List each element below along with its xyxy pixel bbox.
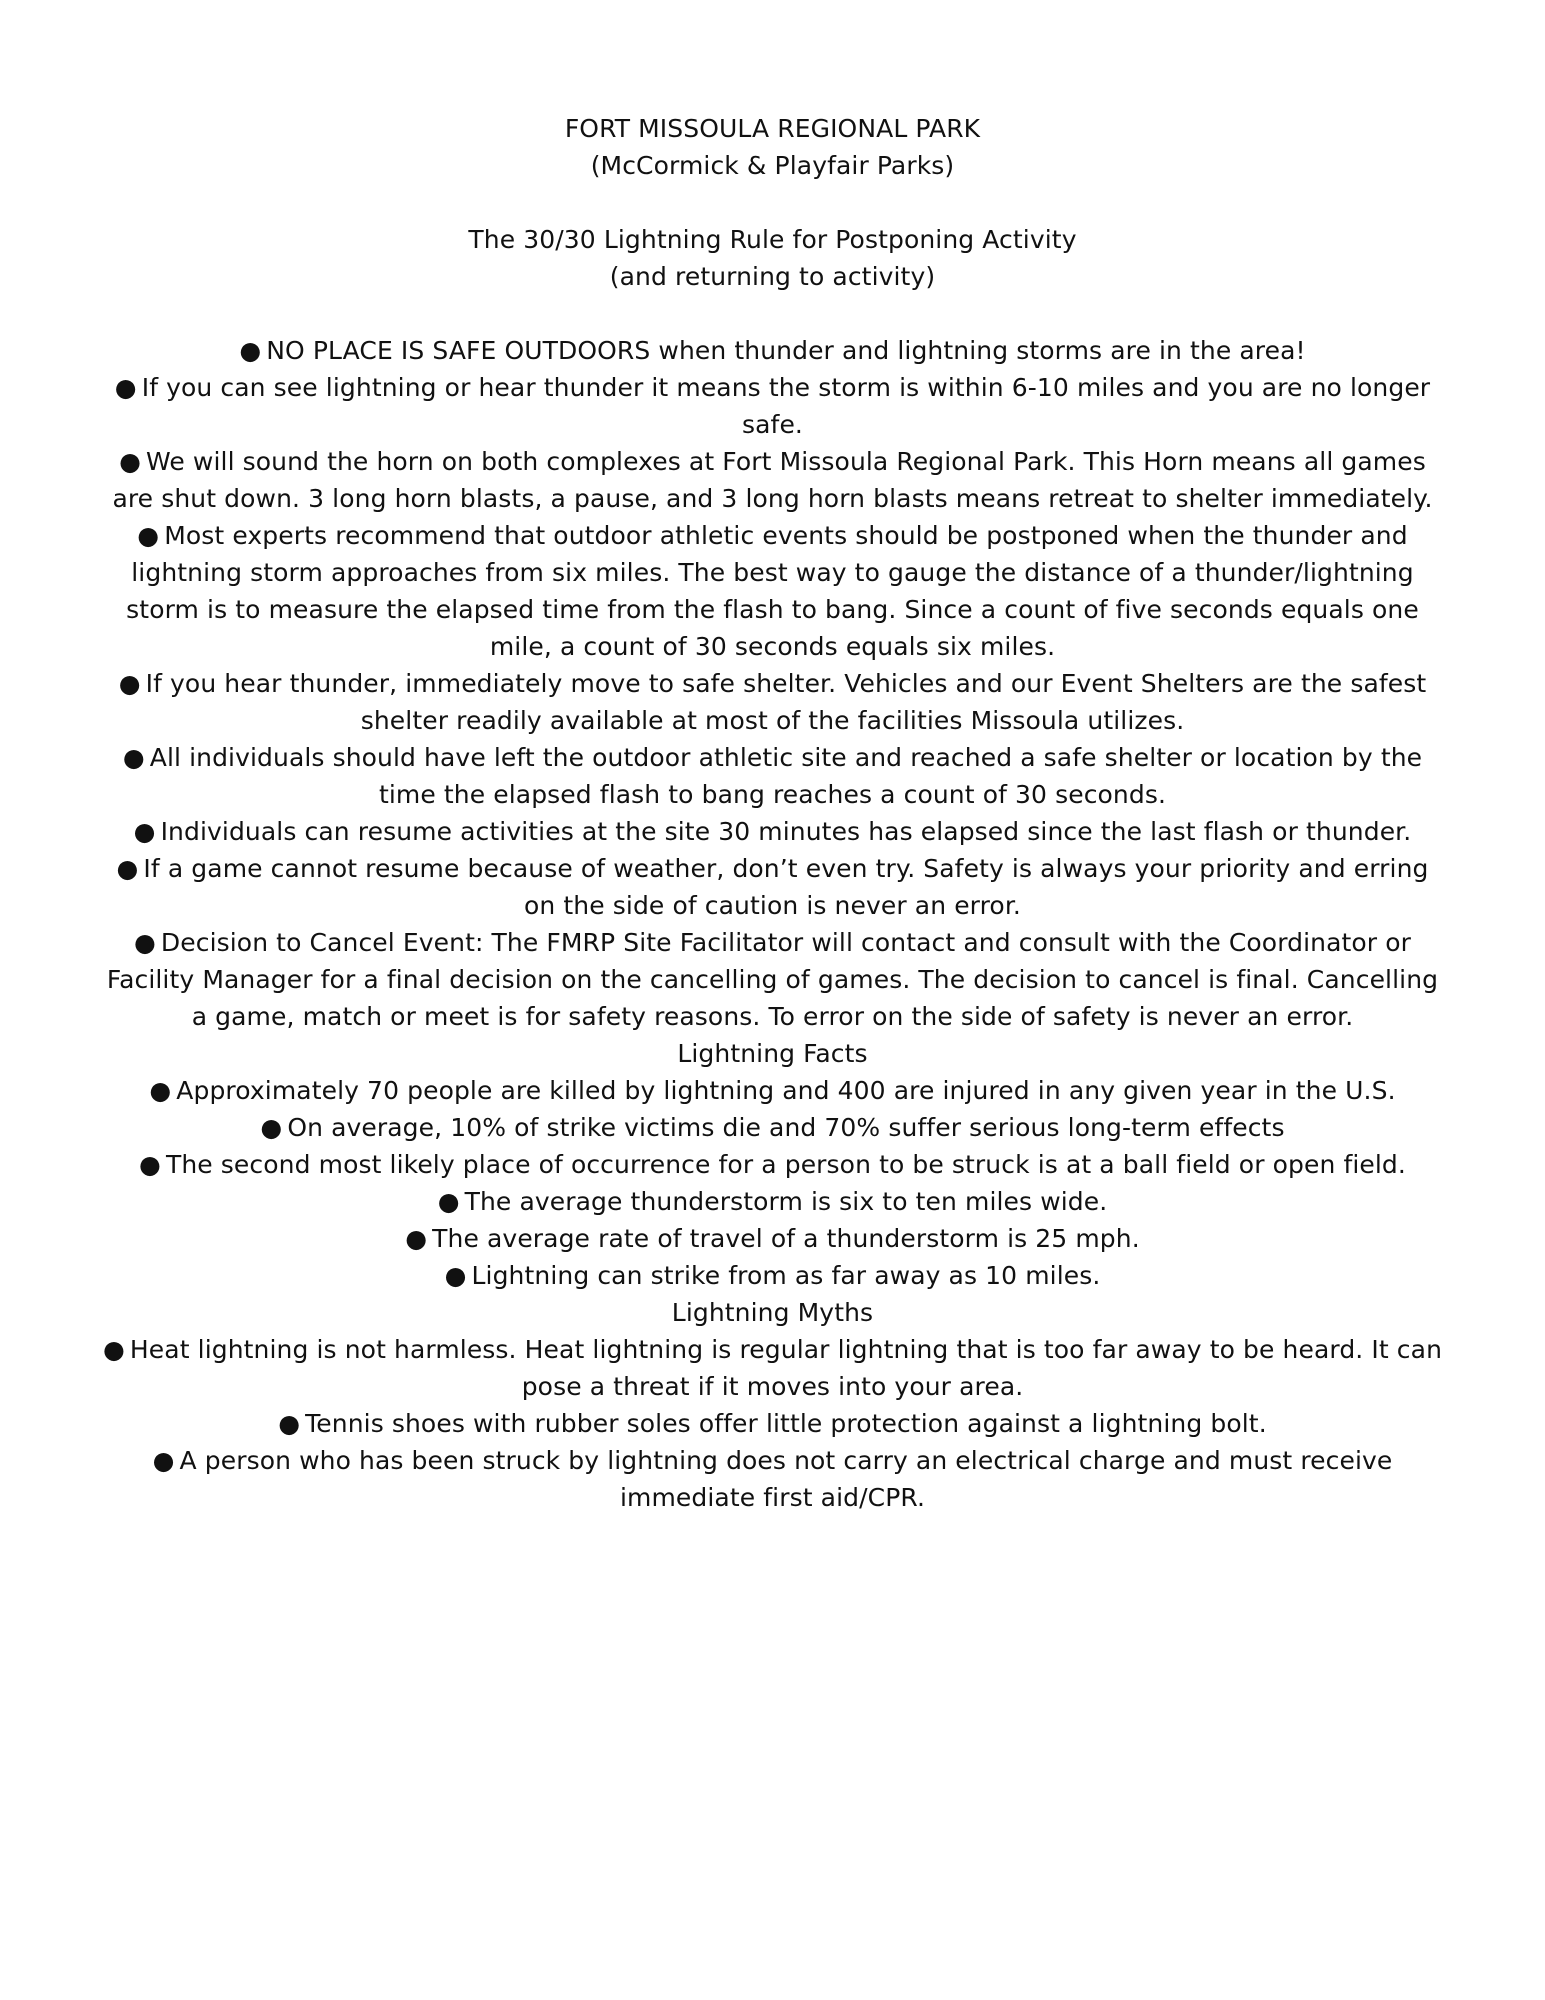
rule-bullet-text: Individuals can resume activities at the site 30 minutes has elapsed since the last flash or thunder. — [160, 817, 1412, 846]
spacer — [100, 184, 1445, 221]
rule-title: The 30/30 Lightning Rule for Postponing Activity — [468, 225, 1077, 254]
fact-text: On average, 10% of strike victims die and 70% suffer serious long-term effects — [287, 1113, 1285, 1142]
bullet-dot-icon: ● — [139, 1150, 161, 1179]
bullet-dot-icon: ● — [149, 1076, 172, 1105]
document-title: FORT MISSOULA REGIONAL PARK — [564, 114, 981, 143]
myth-text: A person who has been struck by lightning does not carry an electrical charge and must receive immediate first aid/CPR. — [179, 1446, 1393, 1512]
lightning-facts-list — [100, 1072, 1445, 1294]
rule-bullet-list — [100, 332, 1445, 1035]
bullet-dot-icon: ● — [102, 1335, 125, 1364]
bullet-dot-icon: ● — [239, 336, 262, 365]
fact-text: The second most likely place of occurrence for a person to be struck is at a ball field or open field. — [165, 1150, 1406, 1179]
rule-bullet-text: If you hear thunder, immediately move to safe shelter. Vehicles and our Event Shelters are the safest shelter readily available at most of the facilities Missoula utilizes. — [145, 669, 1427, 735]
fact-item — [100, 1146, 1445, 1183]
bullet-dot-icon: ● — [152, 1446, 175, 1475]
rule-bullet-item — [100, 369, 1445, 443]
rule-bullet-text: If you can see lightning or hear thunder it means the storm is within 6-10 miles and you are no longer safe. — [141, 373, 1431, 439]
bullet-dot-icon: ● — [444, 1261, 467, 1290]
rule-bullet-text: NO PLACE IS SAFE OUTDOORS when thunder and lightning storms are in the area! — [266, 336, 1306, 365]
rule-bullet-item — [100, 739, 1445, 813]
bullet-dot-icon: ● — [116, 854, 139, 883]
bullet-dot-icon: ● — [133, 817, 156, 846]
myth-item — [100, 1405, 1445, 1442]
myth-item — [100, 1442, 1445, 1516]
rule-bullet-item — [100, 443, 1445, 517]
bullet-dot-icon: ● — [118, 669, 141, 698]
document-subtitle: (McCormick & Playfair Parks) — [590, 151, 955, 180]
rule-bullet-text: We will sound the horn on both complexes at Fort Missoula Regional Park. This Horn means all games are shut down. 3 long horn blasts, a pause, and 3 long horn blasts means retreat to shelter immediately. — [112, 447, 1433, 513]
bullet-dot-icon: ● — [122, 743, 145, 772]
fact-item — [100, 1072, 1445, 1109]
lightning-myths-list — [100, 1331, 1445, 1516]
fact-text: The average rate of travel of a thunderstorm is 25 mph. — [432, 1224, 1140, 1253]
myth-item — [100, 1331, 1445, 1405]
spacer — [100, 295, 1445, 332]
bullet-dot-icon: ● — [437, 1187, 460, 1216]
bullet-dot-icon: ● — [133, 928, 156, 957]
rule-bullet-item — [100, 924, 1445, 1035]
fact-text: Lightning can strike from as far away as 10 miles. — [471, 1261, 1101, 1290]
fact-item — [100, 1257, 1445, 1294]
rule-bullet-item — [100, 517, 1445, 665]
rule-bullet-item — [100, 813, 1445, 850]
rule-bullet-text: All individuals should have left the outdoor athletic site and reached a safe shelter or location by the time the elapsed flash to bang reaches a count of 30 seconds. — [149, 743, 1423, 809]
rule-bullet-item — [100, 332, 1445, 369]
bullet-dot-icon: ● — [114, 373, 137, 402]
rule-bullet-text: If a game cannot resume because of weather, don’t even try. Safety is always your priority and erring on the side of caution is never an error. — [143, 854, 1429, 920]
fact-text: The average thunderstorm is six to ten miles wide. — [464, 1187, 1108, 1216]
bullet-dot-icon: ● — [119, 447, 142, 476]
bullet-dot-icon: ● — [278, 1409, 301, 1438]
lightning-myths-heading: Lightning Myths — [671, 1298, 874, 1327]
myth-text: Tennis shoes with rubber soles offer little protection against a lightning bolt. — [305, 1409, 1267, 1438]
bullet-dot-icon: ● — [405, 1224, 428, 1253]
lightning-facts-heading: Lightning Facts — [677, 1039, 868, 1068]
fact-item — [100, 1220, 1445, 1257]
rule-bullet-item — [100, 850, 1445, 924]
rule-subtitle: (and returning to activity) — [609, 262, 936, 291]
rule-bullet-item — [100, 665, 1445, 739]
bullet-dot-icon: ● — [260, 1113, 283, 1142]
fact-text: Approximately 70 people are killed by lightning and 400 are injured in any given year in the U.S. — [176, 1076, 1396, 1105]
document-body — [100, 110, 1445, 1516]
rule-bullet-text: Most experts recommend that outdoor athletic events should be postponed when the thunder and lightning storm approaches from six miles. The best way to gauge the distance of a thunder/lightning storm is to measure the elapsed time from the flash to bang. Since a count of five seconds equals one mile, a count of 30 seconds equals six miles. — [126, 521, 1419, 661]
fact-item — [100, 1183, 1445, 1220]
fact-item — [100, 1109, 1445, 1146]
myth-text: Heat lightning is not harmless. Heat lightning is regular lightning that is too far away to be heard. It can pose a threat if it moves into your area. — [129, 1335, 1443, 1401]
rule-bullet-text: Decision to Cancel Event: The FMRP Site Facilitator will contact and consult with the Coordinator or Facility Manager for a final decision on the cancelling of games. The decision to cancel is final. Cancelling a game, match or meet is for safety reasons. To error on the side of safety is never an error. — [106, 928, 1439, 1031]
bullet-dot-icon: ● — [137, 521, 160, 550]
